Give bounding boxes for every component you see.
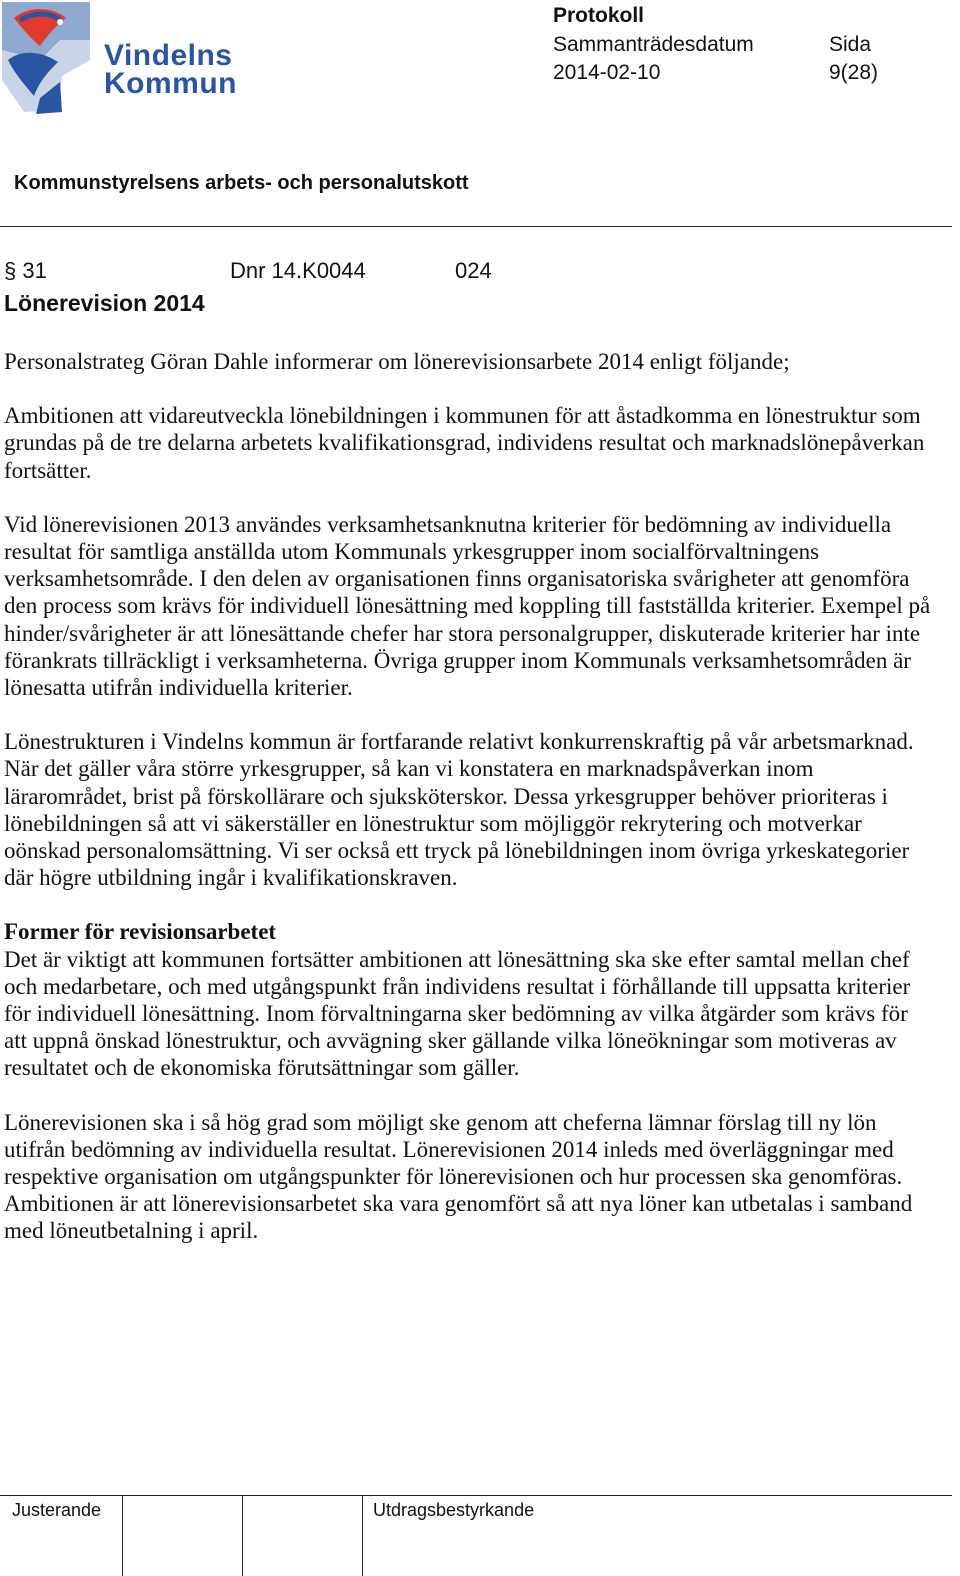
subheading: Former för revisionsarbetet — [4, 919, 277, 945]
section-title: Lönerevision 2014 — [4, 290, 205, 316]
logo-line-2: Kommun — [104, 67, 237, 100]
section-number: § 31 — [4, 258, 47, 283]
document-type: Protokoll — [553, 4, 645, 27]
archive-code: 024 — [455, 258, 492, 283]
committee-name: Kommunstyrelsens arbets- och personalutskott — [14, 172, 469, 194]
paragraph: Lönerevisionen ska i så hög grad som möjligt ske genom att cheferna lämnar förslag till ny lön utifrån bedömning av individuella resultat. Lönerevisionen 2014 inleds med överläggningar med respektive organisation om utgångspunkter för lönerevisionen och hur processen ska genomföras. Ambitionen är att lönerevisionsarbetet ska vara genomfört så att nya löner kan utbetalas i samband med löneutbetalning i april. — [4, 1109, 913, 1244]
meeting-date-value: 2014-02-10 — [553, 61, 661, 84]
paragraph: Vid lönerevisionen 2013 användes verksamhetsanknutna kriterier för bedömning av individuella resultat för samtliga anställda utom Kommunals yrkesgrupper inom socialförvaltningens verksamhetsområde. I den delen av organisationen finns organisatoriska svårigheter att genomföra den process som krävs för individuell lönesättning med koppling till fastställda kriterier. Exempel på hinder/svårigheter är att lönesättande chefer har stora personalgrupper, diskuterade kriterier har inte förankrats tillräckligt i verksamheterna. Övriga grupper inom Kommunals verksamhetsområden är lönesatta utifrån individuella kriterier. — [4, 511, 931, 701]
paragraph: Lönestrukturen i Vindelns kommun är fortfarande relativt konkurrenskraftig på vår arbetsmarknad. När det gäller våra större yrkesgrupper, så kan vi konstatera en marknadspåverkan inom lärarområdet, brist på förskollärare och sjuksköterskor. Dessa yrkesgrupper behöver prioriteras i lönebildningen så att vi säkerställer en lönestruktur som möjliggör rekrytering och motverkar oönskad personalomsättning. Vi ser också ett tryck på lönebildningen inom övriga yrkeskategorier där högre utbildning ingår i kvalifikationskraven. — [4, 729, 914, 891]
diary-number: Dnr 14.K0044 — [230, 258, 366, 283]
vindeln-logo — [0, 0, 250, 120]
signature-box-divider — [242, 1495, 243, 1576]
protocol-body — [4, 348, 934, 1272]
paragraph: Ambitionen att vidareutveckla lönebildningen i kommunen för att åstadkomma en lönestruktur som grundas på de tre delarna arbetets kvalifikationsgrad, individens resultat och marknadslönepåverkan fortsätter. — [4, 403, 925, 483]
utdragsbestyrkande-label: Utdragsbestyrkande — [373, 1500, 535, 1520]
vindeln-emblem-icon — [0, 0, 104, 118]
header-divider — [0, 226, 952, 227]
page-label: Sida — [829, 33, 872, 56]
page-number: 9(28) — [829, 61, 879, 84]
paragraph: Det är viktigt att kommunen fortsätter ambitionen att lönesättning ska ske efter samtal mellan chef och medarbetare, och med utgångspunkt från individens resultat i förhållande till uppsatta kriterier för individuell lönesättning. Inom förvaltningarna sker bedömning av vilka åtgärder som krävs för att uppnå önskad lönestruktur, och avvägning sker gällande vilka löneökningar som motiveras av resultatet och de ekonomiska förutsättningar som gäller. — [4, 946, 911, 1081]
signature-box-divider — [122, 1495, 123, 1576]
justerande-label: Justerande — [12, 1500, 102, 1520]
signature-box-divider — [362, 1495, 363, 1576]
paragraph: Personalstrateg Göran Dahle informerar om lönerevisionsarbete 2014 enligt följande; — [4, 349, 790, 374]
logo-line-1: Vindelns — [104, 39, 233, 72]
footer-divider — [0, 1495, 952, 1496]
meeting-date-label: Sammanträdesdatum — [553, 33, 754, 56]
